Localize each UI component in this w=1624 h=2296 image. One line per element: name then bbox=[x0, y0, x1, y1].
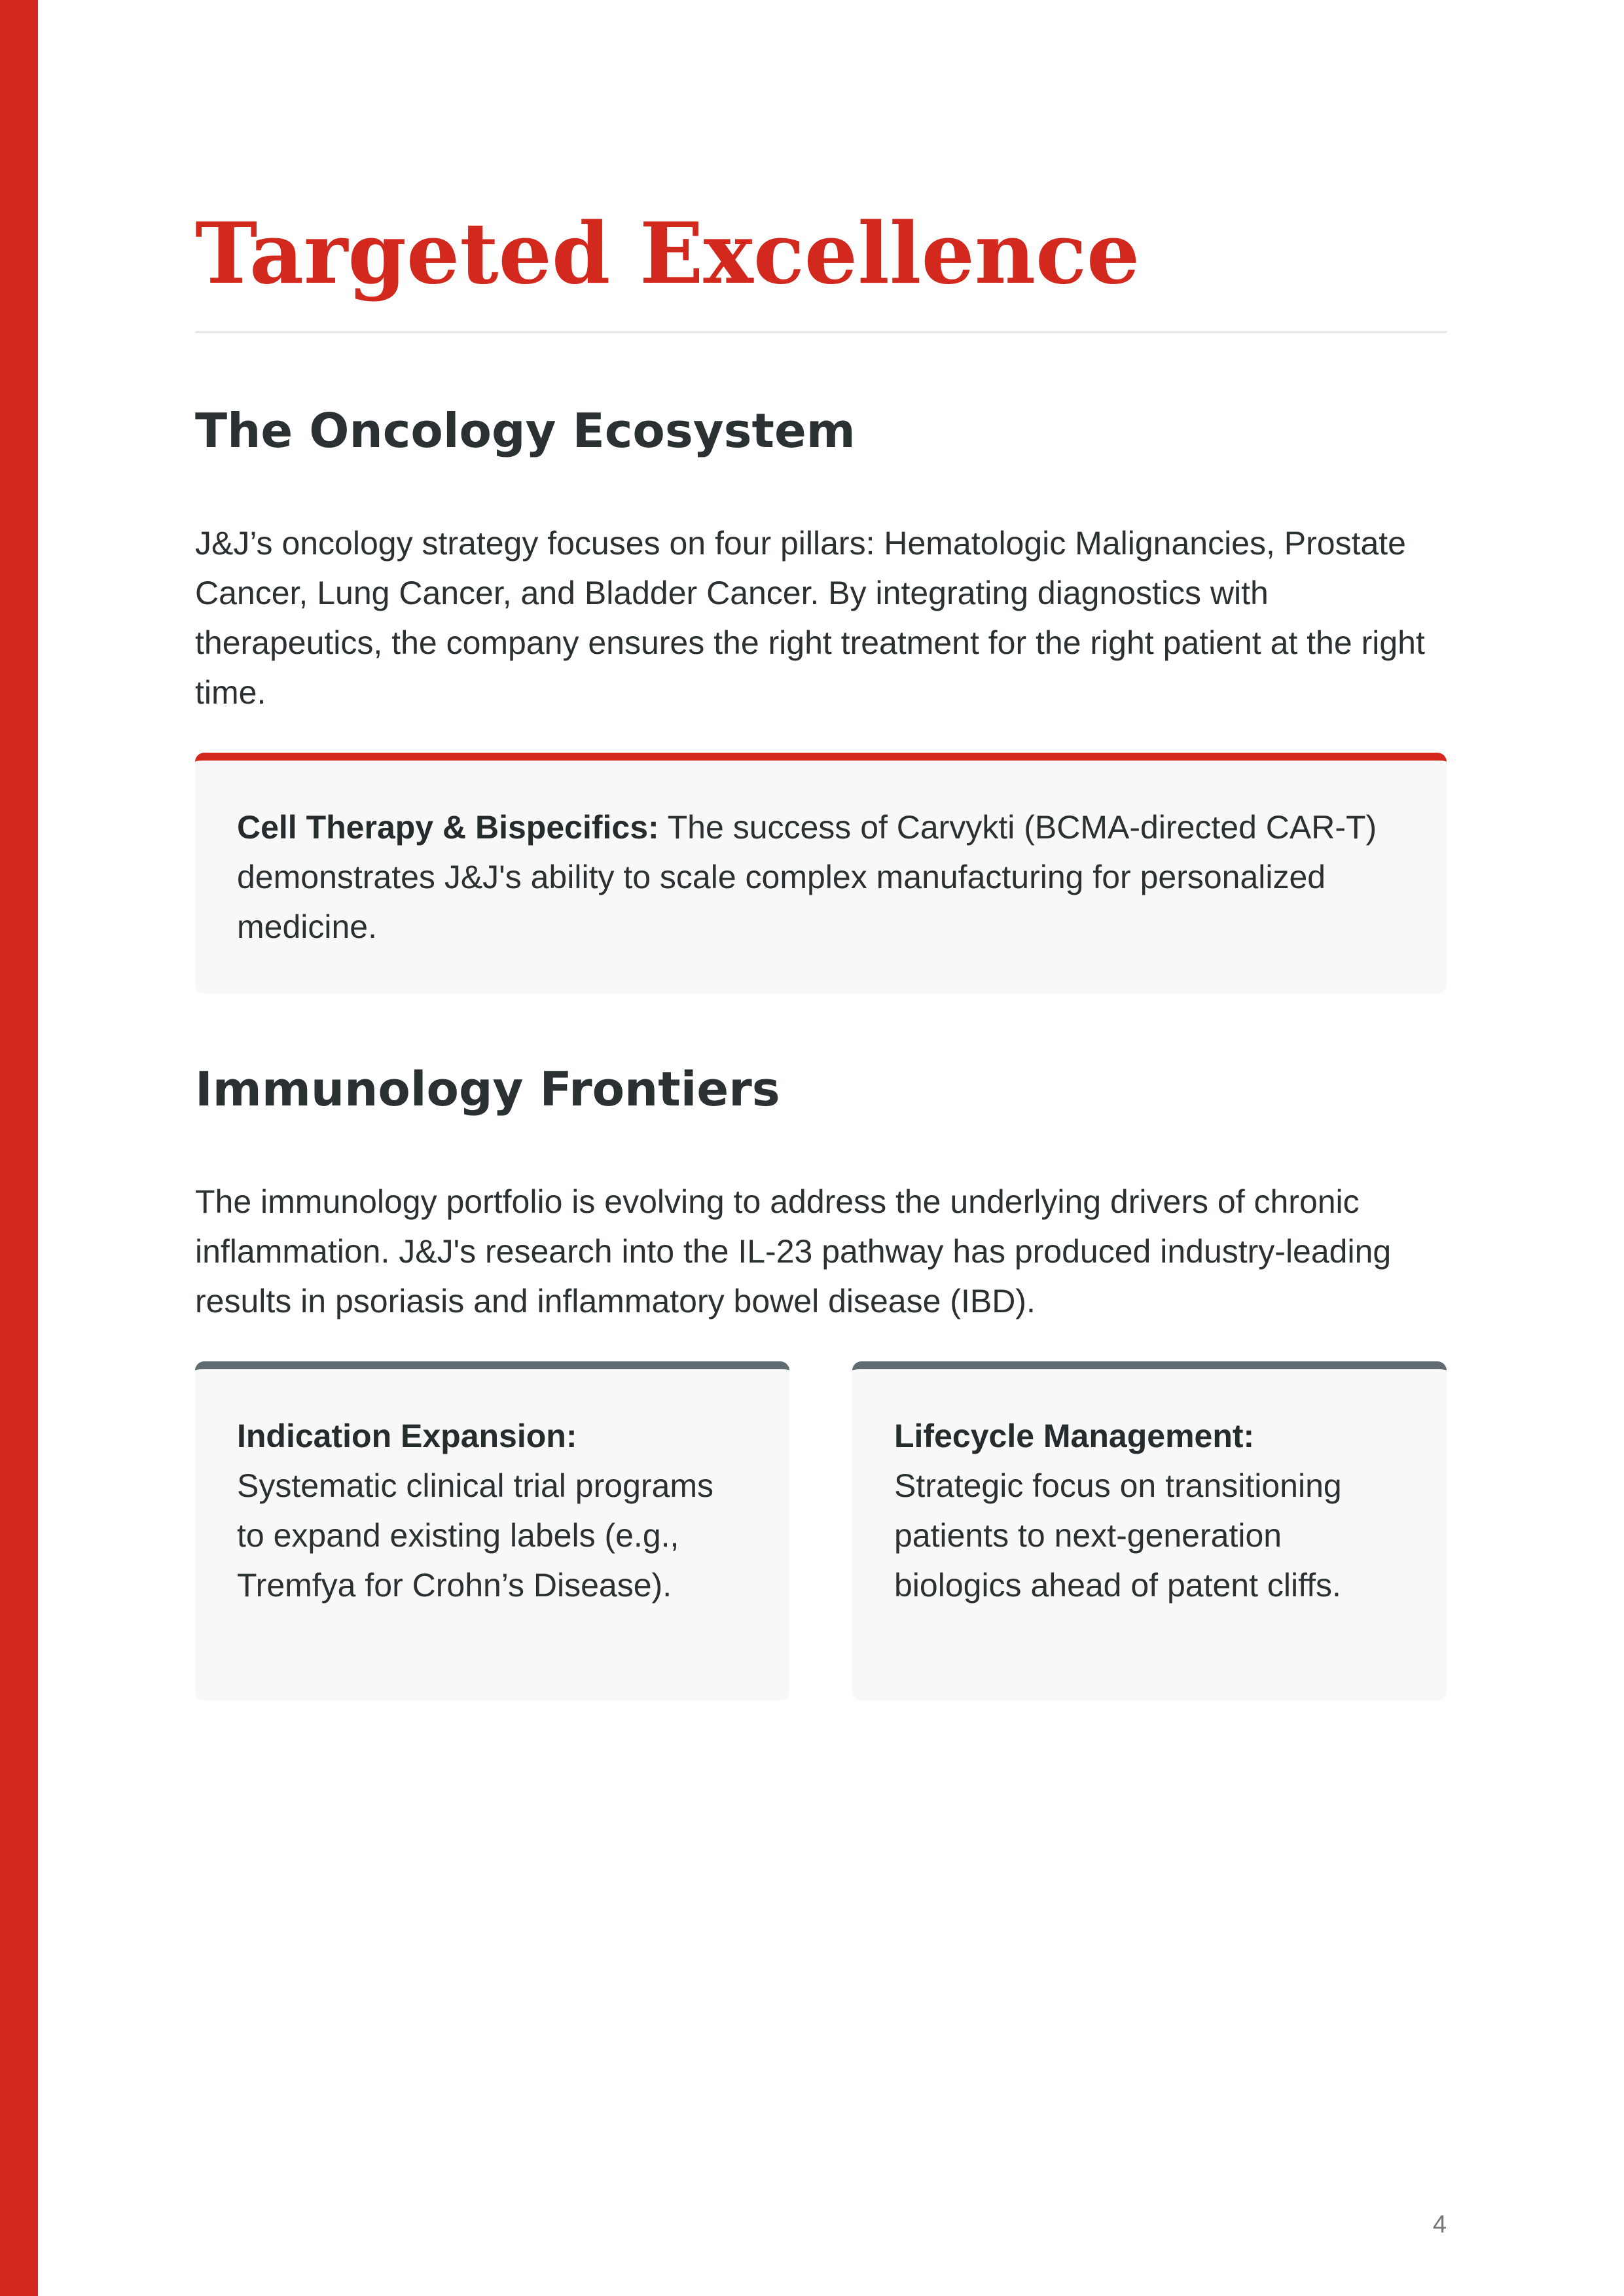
oncology-heading: The Oncology Ecosystem bbox=[195, 403, 856, 458]
cell-therapy-callout-body: The success of Carvykti (BCMA-directed CAR-T) demonstrates J&J's ability to scale complex manufacturing for personalized medicine. bbox=[237, 809, 1377, 945]
immunology-paragraph: The immunology portfolio is evolving to address the underlying drivers of chronic inflammation. J&J's research into the IL-23 pathway has produced industry-leading results in psoriasis and inflammatory bowel disease (IBD). bbox=[195, 1183, 1392, 1319]
indication-expansion-callout bbox=[195, 1361, 789, 1700]
cell-therapy-callout-text bbox=[237, 802, 1405, 952]
lifecycle-management-label: Lifecycle Management: bbox=[894, 1418, 1255, 1454]
cell-therapy-callout bbox=[195, 753, 1447, 994]
indication-expansion-body: Systematic clinical trial programs to expand existing labels (e.g., Tremfya for Crohn’s Disease). bbox=[237, 1467, 713, 1604]
title-divider bbox=[195, 331, 1447, 333]
oncology-paragraph: J&J’s oncology strategy focuses on four pillars: Hematologic Malignancies, Prostate Cancer, Lung Cancer, and Bladder Cancer. By integrating diagnostics with therapeutics, the company ensures the right treatment for the right patient at the right time. bbox=[195, 525, 1425, 711]
indication-expansion-label: Indication Expansion: bbox=[237, 1418, 577, 1454]
indication-expansion-text bbox=[237, 1411, 748, 1610]
left-accent-bar bbox=[0, 0, 38, 2296]
page-title: Targeted Excellence bbox=[195, 205, 1140, 303]
page-number: 4 bbox=[1432, 2211, 1447, 2238]
cell-therapy-callout-label: Cell Therapy & Bispecifics: bbox=[237, 809, 659, 846]
lifecycle-management-text bbox=[894, 1411, 1405, 1610]
immunology-heading: Immunology Frontiers bbox=[195, 1062, 780, 1117]
lifecycle-management-callout bbox=[852, 1361, 1447, 1700]
lifecycle-management-body: Strategic focus on transitioning patients to next-generation biologics ahead of patent cliffs. bbox=[894, 1467, 1342, 1604]
